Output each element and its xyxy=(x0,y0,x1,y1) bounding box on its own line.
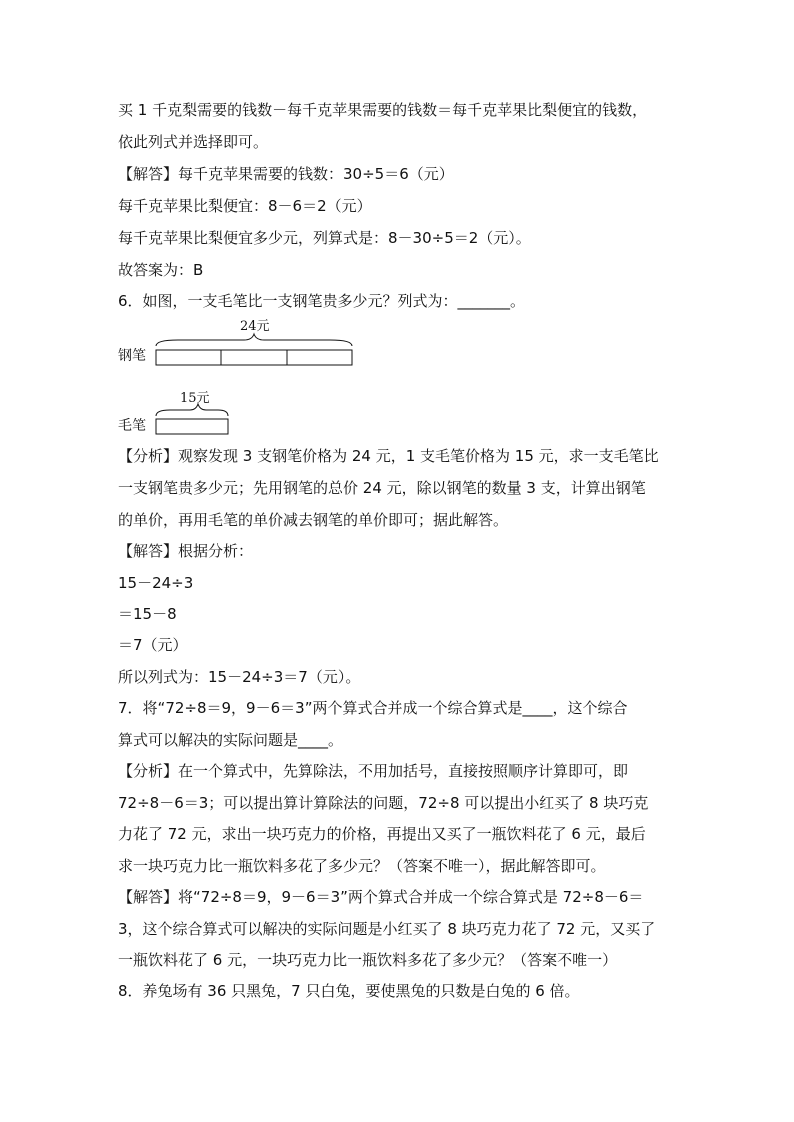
text-line: 买 1 千克梨需要的钱数－每千克苹果需要的钱数＝每千克苹果比梨便宜的钱数， xyxy=(118,101,648,119)
text-line: 依此列式并选择即可。 xyxy=(118,133,269,151)
text-line: 一支钢笔贵多少元；先用钢笔的总价 24 元，除以钢笔的数量 3 支，计算出钢笔 xyxy=(118,479,646,497)
text-line: ＝7（元） xyxy=(118,636,188,654)
text-line: 【分析】观察发现 3 支钢笔价格为 24 元，1 支毛笔价格为 15 元，求一支毛笔比 xyxy=(118,447,659,465)
question-6: 6．如图，一支毛笔比一支钢笔贵多少元？列式为：_______。 xyxy=(118,292,526,310)
text-line: 每千克苹果比梨便宜多少元，列算式是：8－30÷5＝2（元）。 xyxy=(118,229,531,247)
question-7: 7．将“72÷8＝9，9－6＝3”两个算式合并成一个综合算式是____，这个综合 xyxy=(118,699,628,717)
text-line: ＝15－8 xyxy=(118,605,177,623)
pen-total-label: 24元 xyxy=(240,319,270,334)
text-line: 的单价，再用毛笔的单价减去钢笔的单价即可；据此解答。 xyxy=(118,511,509,529)
text-line: 所以列式为：15－24÷3＝7（元）。 xyxy=(118,668,361,686)
text-line: 15－24÷3 xyxy=(118,574,194,592)
brush-label: 毛笔 xyxy=(118,418,146,434)
text-line: 每千克苹果比梨便宜：8－6＝2（元） xyxy=(118,197,372,215)
text-line: 3，这个综合算式可以解决的实际问题是小红买了 8 块巧克力花了 72 元，又买了 xyxy=(118,920,656,938)
text-line: 72÷8－6＝3；可以提出算计算除法的问题，72÷8 可以提出小红买了 8 块巧克 xyxy=(118,794,649,812)
text-line: 算式可以解决的实际问题是____。 xyxy=(118,731,344,749)
brush-bar xyxy=(156,419,228,434)
text-line: 一瓶饮料花了 6 元，一块巧克力比一瓶饮料多花了多少元？（答案不唯一） xyxy=(118,951,618,969)
brush-price-label: 15元 xyxy=(180,391,210,406)
question-8: 8．养兔场有 36 只黑兔，7 只白兔，要使黑兔的只数是白兔的 6 倍。 xyxy=(118,982,580,1000)
text-line: 故答案为：B xyxy=(118,261,204,279)
text-line: 【解答】每千克苹果需要的钱数：30÷5＝6（元） xyxy=(118,165,454,183)
pen-bar xyxy=(156,350,352,365)
text-line: 【解答】将“72÷8＝9，9－6＝3”两个算式合并成一个综合算式是 72÷8－6＝ xyxy=(118,888,644,906)
text-line: 【分析】在一个算式中，先算除法，不用加括号，直接按照顺序计算即可，即 xyxy=(118,762,629,780)
pen-total-brace xyxy=(156,334,352,346)
text-line: 求一块巧克力比一瓶饮料多花了多少元？（答案不唯一），据此解答即可。 xyxy=(118,857,606,875)
pen-label: 钢笔 xyxy=(118,348,146,364)
line-segment-diagram xyxy=(118,316,378,438)
text-line: 【解答】根据分析： xyxy=(118,542,254,560)
text-line: 力花了 72 元，求出一块巧克力的价格，再提出又买了一瓶饮料花了 6 元，最后 xyxy=(118,825,646,843)
